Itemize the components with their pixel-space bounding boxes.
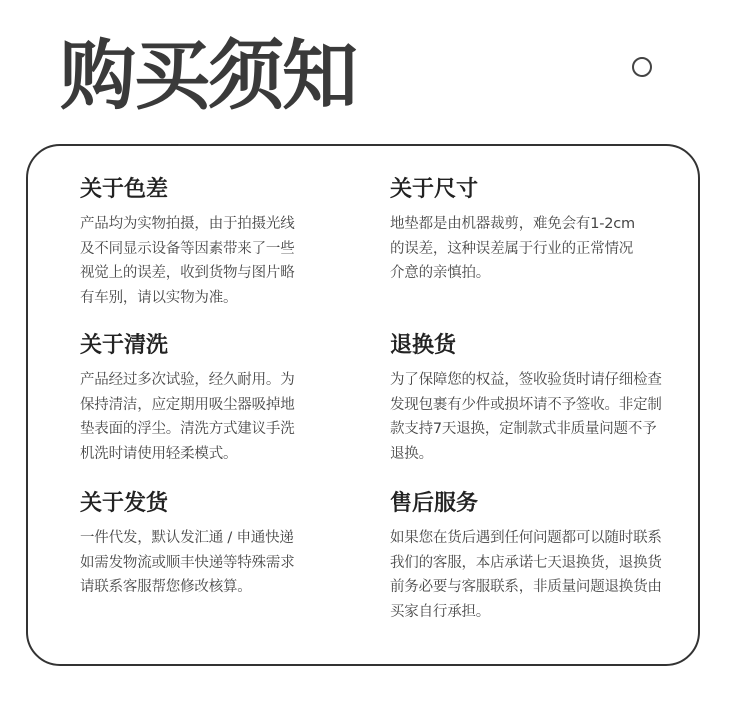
section-body (80, 526, 380, 600)
body-line: 地垫都是由机器裁剪，难免会有1-2cm (390, 216, 635, 232)
body-line: 退换。 (390, 445, 433, 462)
body-line: 一件代发，默认发汇通 / 申通快递 (80, 530, 294, 546)
section-body (80, 212, 380, 310)
body-line: 款支持7天退换，定制款式非质量问题不予 (390, 421, 657, 437)
body-line: 如果您在货后遇到任何问题都可以随时联系 (390, 530, 662, 546)
body-line: 的误差，这种误差属于行业的正常情况 (390, 240, 634, 257)
body-line: 视觉上的误差，收到货物与图片略 (80, 265, 295, 281)
body-line: 及不同显示设备等因素带来了一些 (80, 240, 295, 257)
section-cleaning (80, 332, 380, 466)
section-shipping (80, 490, 380, 600)
section-body (80, 368, 380, 466)
body-line: 保持清洁，应定期用吸尘器吸掉地 (80, 396, 295, 413)
body-line: 介意的亲慎拍。 (390, 265, 491, 281)
circle-icon (632, 57, 652, 77)
section-body (390, 212, 690, 286)
body-line: 为了保障您的权益，签收验货时请仔细检查 (390, 372, 662, 388)
section-heading: 关于发货 (80, 491, 169, 516)
section-heading: 关于尺寸 (390, 177, 479, 202)
body-line: 产品均为实物拍摄，由于拍摄光线 (80, 216, 295, 232)
section-color-difference (80, 176, 380, 310)
body-line: 垫表面的浮尘。清洗方式建议手洗 (80, 421, 295, 437)
body-line: 产品经过多次试验，经久耐用。为 (80, 372, 295, 388)
section-heading: 退换货 (390, 333, 457, 358)
section-heading: 关于色差 (80, 177, 169, 202)
page-title: 购买须知 (60, 31, 356, 120)
body-line: 如需发物流或顺丰快递等特殊需求 (80, 554, 295, 571)
body-line: 我们的客服，本店承诺七天退换货，退换货 (390, 554, 662, 571)
section-after-sales (390, 490, 690, 624)
section-size (390, 176, 690, 286)
section-heading: 关于清洗 (80, 333, 169, 358)
body-line: 前务必要与客服联系，非质量问题退换货由 (390, 579, 662, 595)
section-heading: 售后服务 (390, 491, 479, 516)
section-body (390, 526, 690, 624)
section-body (390, 368, 690, 466)
body-line: 机洗时请使用轻柔模式。 (80, 445, 238, 462)
body-line: 有车别，请以实物为准。 (80, 289, 238, 306)
body-line: 发现包裹有少件或损坏请不予签收。非定制 (390, 396, 662, 413)
section-returns (390, 332, 690, 466)
body-line: 买家自行承担。 (390, 603, 491, 620)
body-line: 请联系客服帮您修改核算。 (80, 579, 252, 595)
